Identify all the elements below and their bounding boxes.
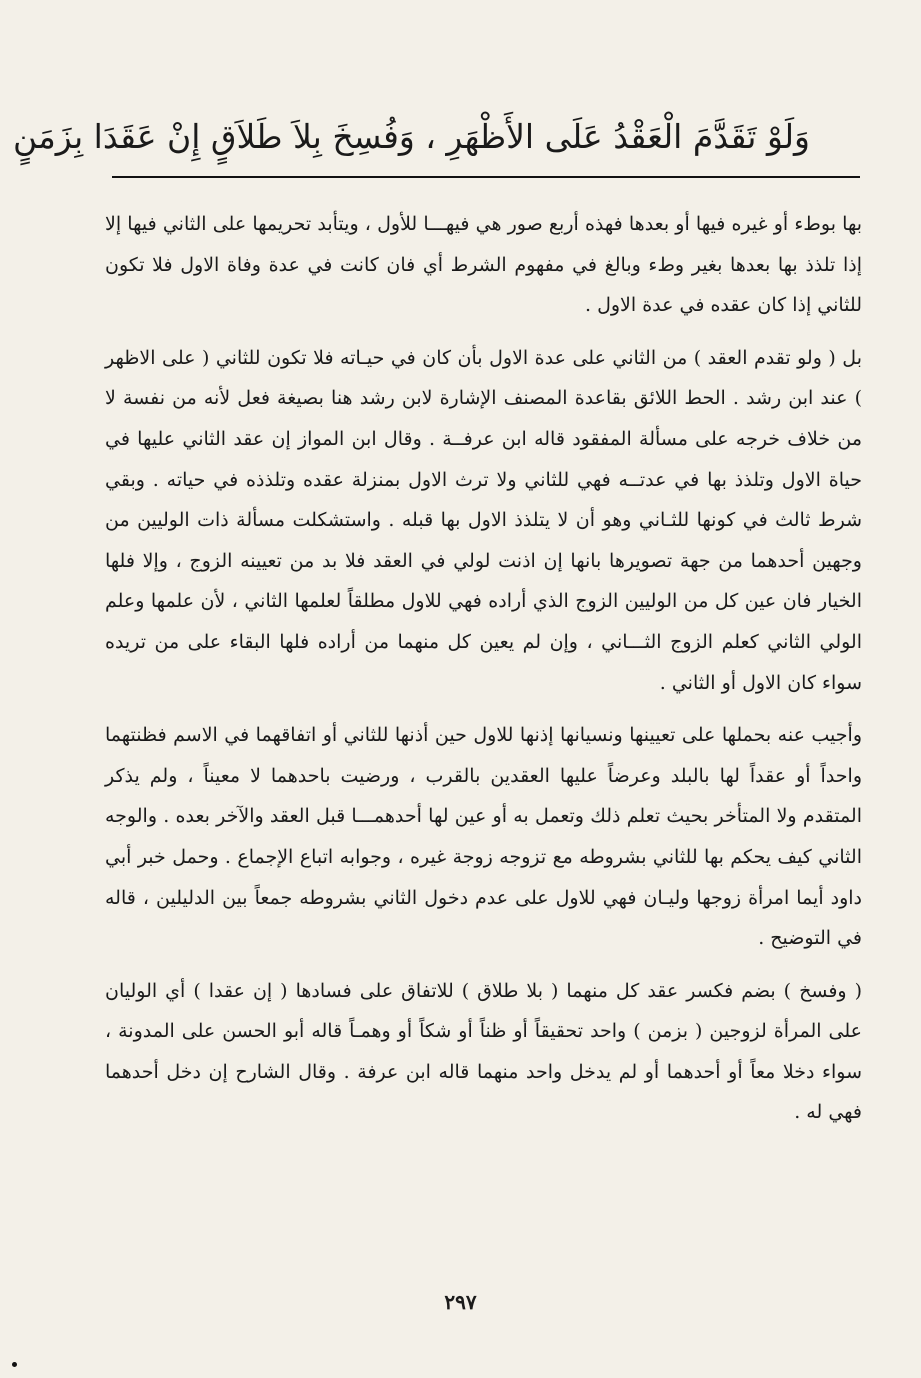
paragraph-1: بها بوطء أو غيره فيها أو بعدها فهذه أربع صور هي فيهـــا للأول ، ويتأبد تحريمها على الثاني فيها إلا إذا تلذذ بها بعدها بغير وطء وبالغ في مفهوم الشرط أي فان كانت في عدة وفاة الاول فلا تكون للثاني إذا كان عقده في عدة الاول .	[105, 213, 862, 317]
header-rule	[112, 176, 860, 178]
paragraph-2: بل ( ولو تقدم العقد ) من الثاني على عدة الاول بأن كان في حيـاته فلا تكون للثاني ( على الاظهر ) عند ابن رشد . الحط اللائق بقاعدة المصنف الإشارة لابن رشد هنا بصيغة فعل لأنه من نفسة لا من خلاف خرجه على مسألة المفقود قاله ابن عرفــة . وقال ابن المواز إن عقد الثاني عليها في حياة الاول وتلذذ بها في عدتــه فهي للثاني ولا ترث الاول بمنزلة عقده وتلذذه في حياته . وبقي شرط ثالث في كونها للثـاني وهو أن لا يتلذذ الاول بها قبله . واستشكلت مسألة ذات الوليين من وجهين أحدهما من جهة تصويرها بانها إن اذنت لولي في العقد فلا بد من تعيينه الزوج ، وإلا فلها الخيار فان عين كل من الوليين الزوج الذي أراده فهي للاول مطلقاً لعلمها الثاني ، لأن علمها وعلم الولي الثاني كعلم الزوج الثـــاني ، وإن لم يعين كل منهما من أراده فلها البقاء على من تريده سواء كان الاول أو الثاني .	[105, 346, 862, 694]
commentary-body	[105, 204, 862, 1133]
page-number: ٢٩٧	[444, 1290, 477, 1314]
verse-heading: وَلَوْ تَقَدَّمَ الْعَقْدُ عَلَى الأَظْهَرِ ، وَفُسِخَ بِلاَ طَلاَقٍ إِنْ عَقَدَا بِزَمَنٍ	[12, 117, 810, 156]
paragraph-4: ( وفسخ ) بضم فكسر عقد كل منهما ( بلا طلاق ) للاتفاق على فسادها ( إن عقدا ) أي الوليان على المرأة لزوجين ( بزمن ) واحد تحقيقاً أو ظناً أو شكاً أو وهمـاً قاله أبو الحسن على المدونة ، سواء دخلا معاً أو أحدهما أو لم يدخل واحد منهما قاله ابن عرفة . وقال الشارح إن دخل أحدهما فهي له .	[105, 979, 862, 1124]
paragraph-3: وأجيب عنه بحملها على تعيينها ونسيانها إذنها للاول حين أذنها للثاني أو اتفاقهما في الاسم فظنتهما واحداً أو عقداً لها بالبلد وعرضاً عليها العقدين بالقرب ، ورضيت باحدهما لا معيناً ، ولم يذكر المتقدم ولا المتأخر بحيث تعلم ذلك وتعمل به أو عين لها أحدهمـــا قبل العقد والآخر بعده . والوجه الثاني كيف يحكم بها للثاني بشروطه مع تزوجه زوجة غيره ، وجوابه اتباع الإجماع . وحمل خبر أبي داود أيما امرأة زوجها وليـان فهي للاول على عدم دخول الثاني بشروطه جمعاً بين الدليلين ، قاله في التوضيح .	[105, 724, 862, 950]
ink-speck	[12, 1362, 17, 1367]
